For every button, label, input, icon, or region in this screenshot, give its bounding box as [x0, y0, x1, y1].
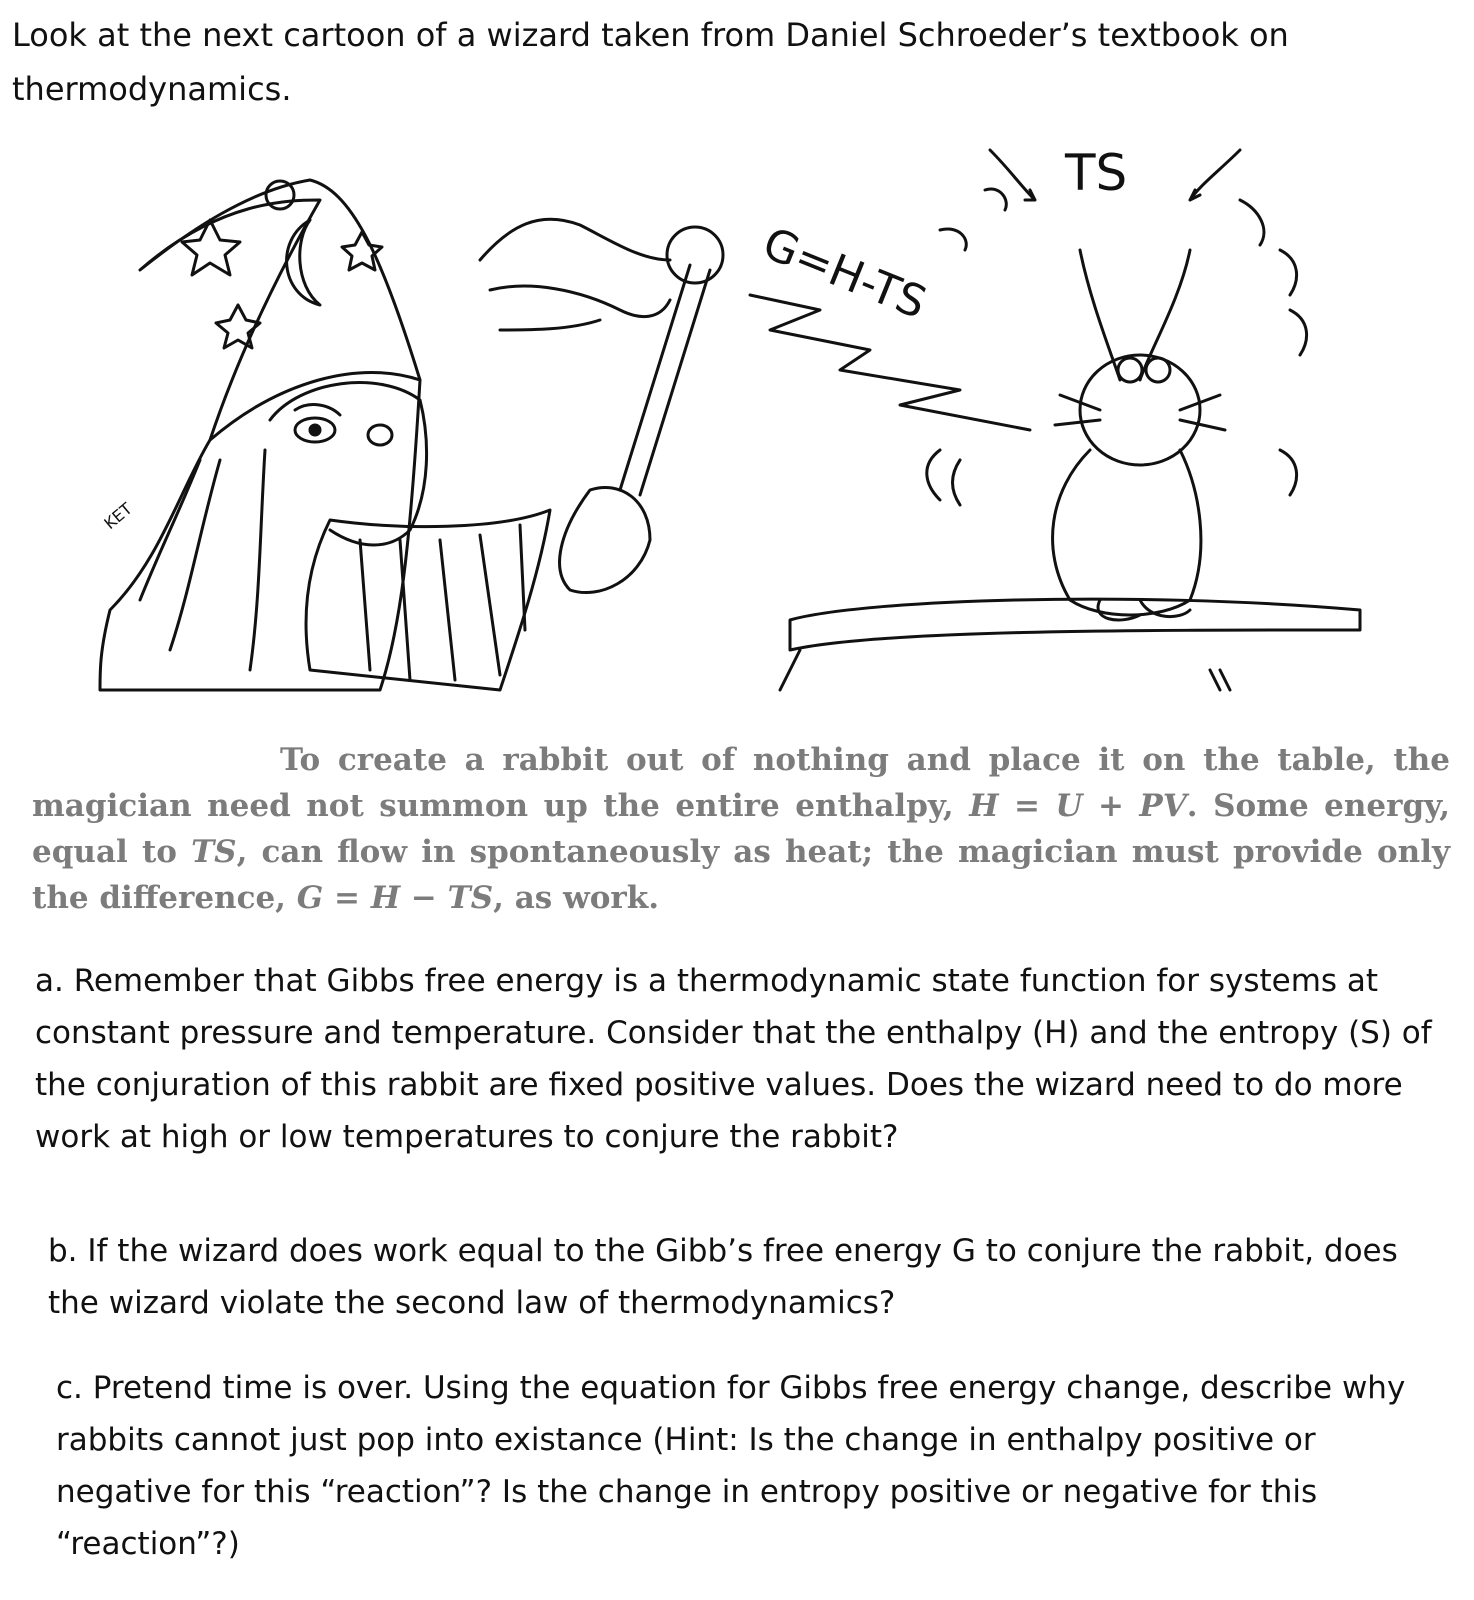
figure-caption: [32, 737, 1450, 921]
rabbit-eye-2: [1146, 358, 1170, 382]
magic-wand: [620, 265, 710, 495]
question-b: b. If the wizard does work equal to the Gibb’s free energy G to conjure the rabbit, does the wizard violate the second law of thermodynamics?: [48, 1233, 1398, 1321]
caption-formula-enthalpy: H = U + PV: [969, 788, 1187, 824]
intro-line-2: thermodynamics.: [12, 70, 292, 108]
hat-planet-icon: [266, 181, 294, 209]
wizard-face: [270, 383, 427, 545]
hat-star-icon: [182, 220, 240, 275]
intro-paragraph: [12, 8, 1412, 116]
caption-formula-gibbs: G = H − TS: [296, 880, 494, 916]
ts-label: TS: [1065, 144, 1128, 202]
caption-text-2: . Some energy, equal to: [32, 788, 1450, 870]
caption-text-3: , can flow in spontaneously as heat; the magician must provide only the difference,: [32, 834, 1450, 916]
question-a: a. Remember that Gibbs free energy is a thermodynamic state function for systems at constant pressure and temperature. Consider that the enthalpy (H) and the entropy (S) of the conjuration of this rabbit are fixed positive values. Does the wizard need to do more work at high or low temperatures to conjure the rabbit?: [35, 963, 1432, 1155]
wizard-hand: [560, 487, 650, 592]
wizard-cartoon-drawing: [80, 130, 1400, 720]
caption-text-4: , as work.: [493, 880, 660, 916]
wand-orb: [667, 227, 723, 283]
wizard-hat: [140, 180, 420, 440]
heat-squiggles: [927, 189, 1307, 505]
rabbit-feet: [1098, 600, 1190, 620]
ts-arrow-2: [1190, 150, 1240, 200]
wand-flames: [480, 219, 670, 330]
equation-label: G=H-TS: [755, 217, 934, 330]
caption-text-1: To create a rabbit out of nothing and place it on the table, the magician need not summon up the entire enthalpy,: [32, 742, 1450, 824]
rabbit-body: [1053, 450, 1201, 615]
caption-formula-ts: TS: [191, 834, 237, 870]
magic-table: [780, 599, 1360, 690]
question-c: c. Pretend time is over. Using the equation for Gibbs free energy change, describe why rabbits cannot just pop into existance (Hint: Is the change in enthalpy positive or negative for this “reaction”? Is the change in entropy positive or negative for this “reaction”?): [56, 1370, 1406, 1562]
hat-star-icon-3: [342, 232, 382, 270]
hat-moon-icon: [287, 220, 320, 305]
wizard-eye-2: [368, 425, 392, 445]
artist-signature: KET: [100, 498, 136, 534]
ts-arrow: [990, 150, 1035, 200]
rabbit-eye: [1118, 358, 1142, 382]
intro-line-1: Look at the next cartoon of a wizard taken from Daniel Schroeder’s textbook on: [12, 16, 1289, 54]
wizard-cartoon-illustration: [80, 130, 1400, 720]
